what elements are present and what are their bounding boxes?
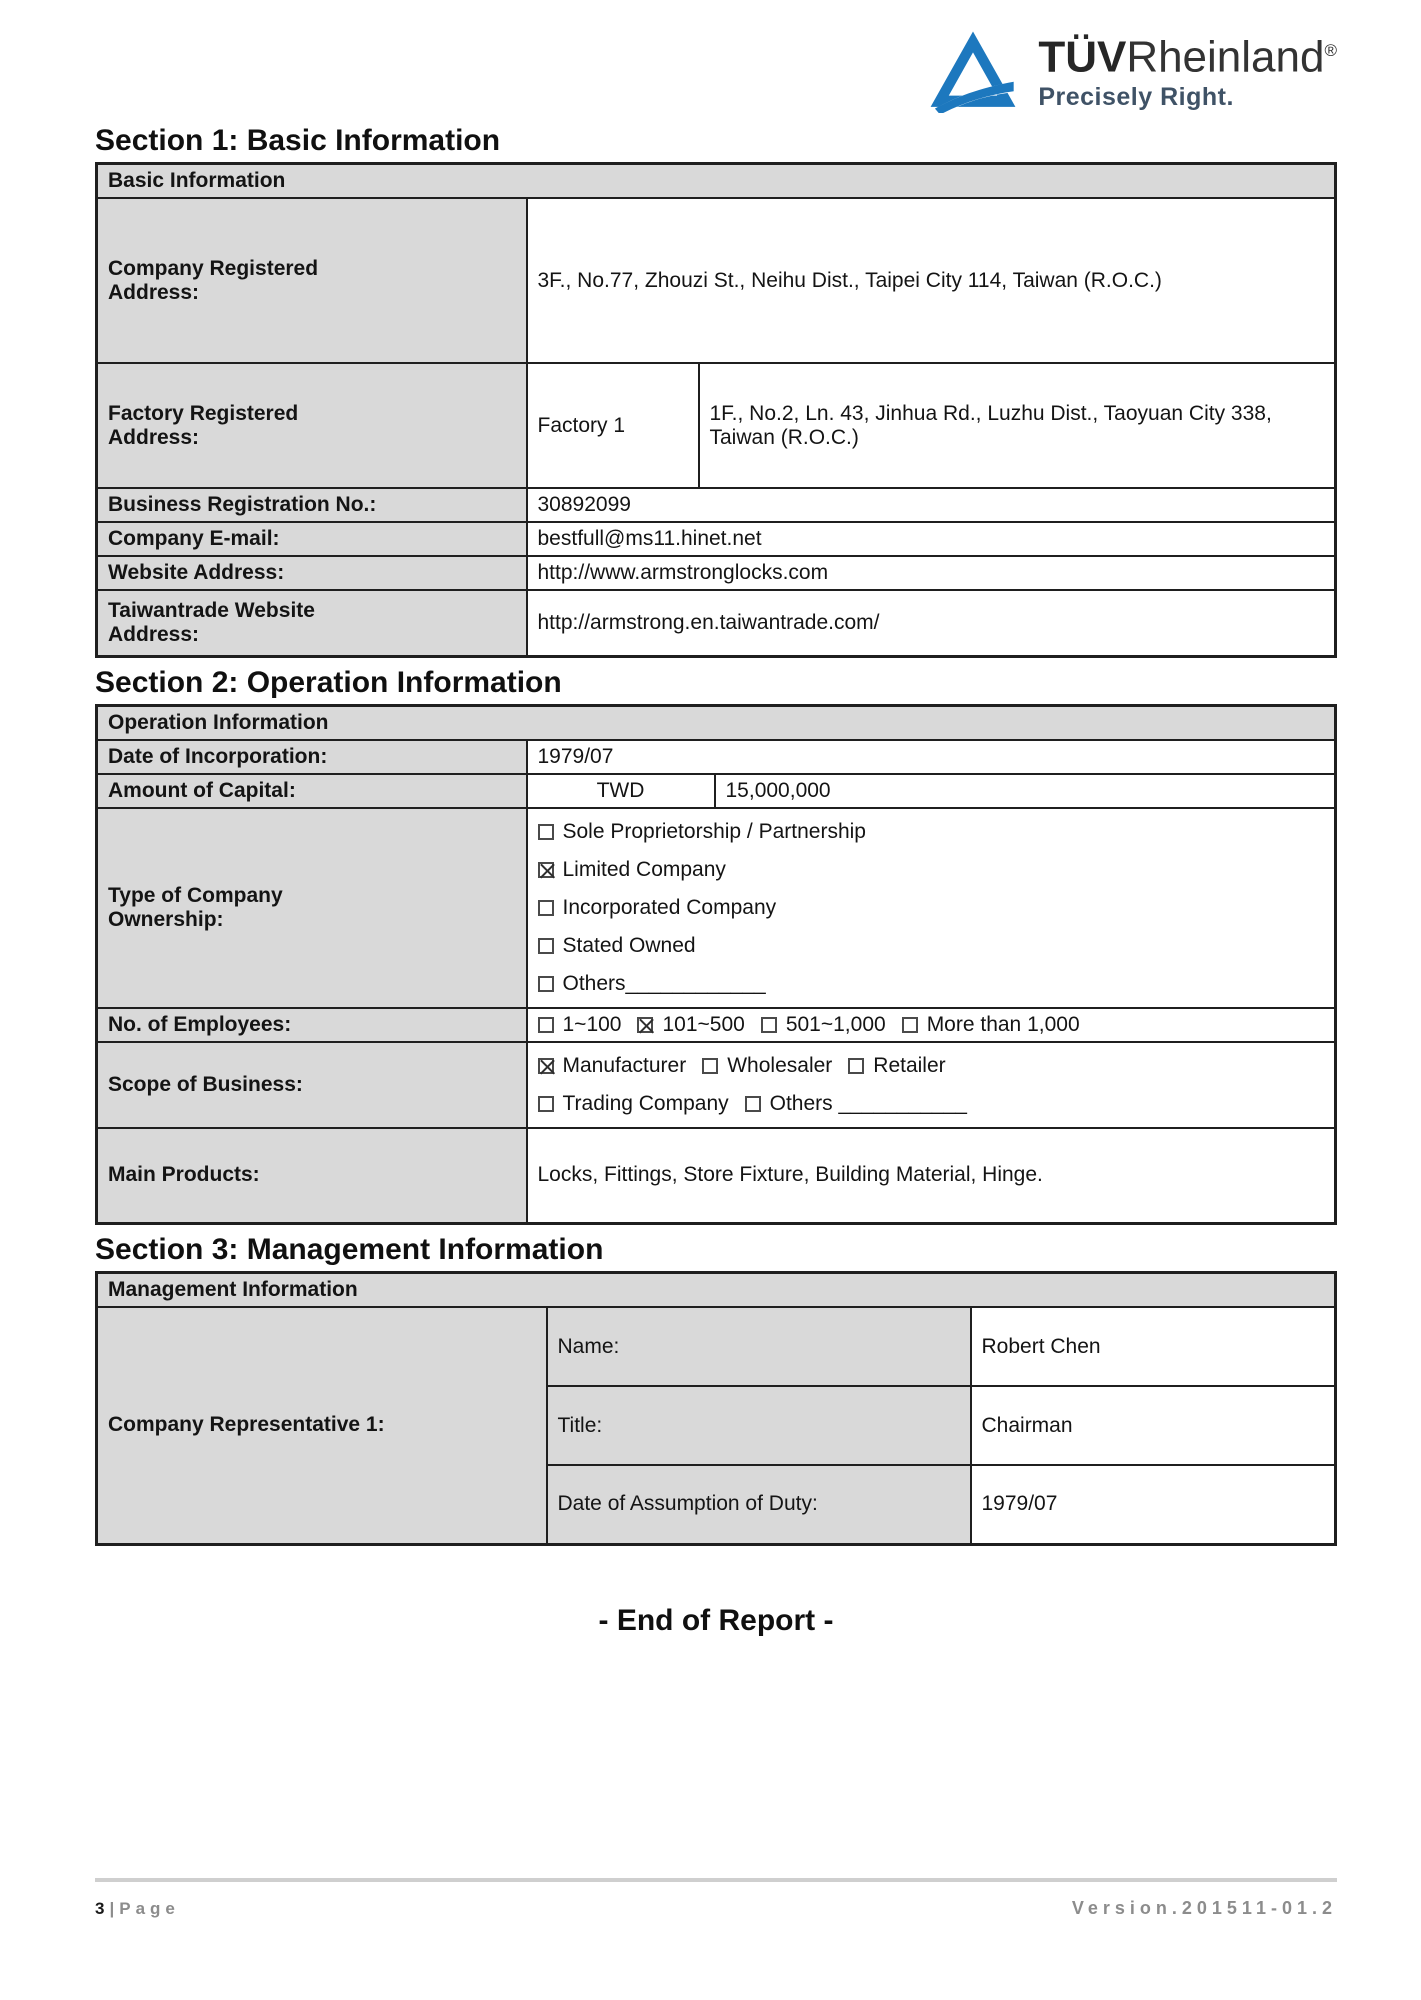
field-value: http://www.armstronglocks.com bbox=[527, 556, 1336, 590]
checkbox-empty-icon[interactable] bbox=[902, 1017, 918, 1033]
tuv-rheinland-triangle-icon bbox=[928, 28, 1018, 113]
checkbox-empty-icon[interactable] bbox=[538, 1017, 554, 1033]
brand-tuv: TÜV bbox=[1038, 32, 1127, 82]
field-label: Type of Company Ownership: bbox=[97, 808, 527, 1008]
table-title: Basic Information bbox=[97, 164, 1336, 199]
checkbox-label: Manufacturer bbox=[562, 1053, 687, 1077]
field-label: Scope of Business: bbox=[97, 1042, 527, 1128]
table-header-row bbox=[97, 705, 1336, 740]
table-row bbox=[97, 590, 1336, 656]
page-footer bbox=[95, 1878, 1337, 1919]
field-label: Website Address: bbox=[97, 556, 527, 590]
representative-label: Company Representative 1: bbox=[97, 1307, 547, 1544]
table-row bbox=[97, 774, 1336, 808]
field-label: Main Products: bbox=[97, 1128, 527, 1224]
table-row bbox=[97, 808, 1336, 1008]
capital-currency: TWD bbox=[527, 774, 715, 808]
operation-information-table bbox=[95, 704, 1337, 1226]
field-label: Title: bbox=[547, 1386, 971, 1465]
field-label: Business Registration No.: bbox=[97, 488, 527, 522]
table-header-row bbox=[97, 1273, 1336, 1308]
brand-name bbox=[1038, 28, 1337, 81]
checkbox-row bbox=[538, 851, 1325, 889]
scope-options-cell bbox=[527, 1042, 1336, 1128]
field-value: Robert Chen bbox=[971, 1307, 1336, 1386]
checkbox-option[interactable] bbox=[761, 1013, 886, 1037]
field-label: No. of Employees: bbox=[97, 1008, 527, 1042]
section1-heading: Section 1: Basic Information bbox=[95, 124, 501, 157]
checkbox-label: Sole Proprietorship / Partnership bbox=[562, 819, 866, 843]
checkbox-checked-icon[interactable] bbox=[637, 1017, 653, 1033]
table-row bbox=[97, 522, 1336, 556]
field-label: Date of Incorporation: bbox=[97, 740, 527, 774]
section3-heading: Section 3: Management Information bbox=[95, 1233, 604, 1266]
checkbox-empty-icon[interactable] bbox=[538, 824, 554, 840]
checkbox-checked-icon[interactable] bbox=[538, 1058, 554, 1074]
checkbox-label: Wholesaler bbox=[727, 1053, 833, 1077]
checkbox-row bbox=[538, 889, 1325, 927]
checkbox-empty-icon[interactable] bbox=[745, 1096, 761, 1112]
end-of-report-text: - End of Report - bbox=[598, 1603, 834, 1637]
scope-checkbox-group-line2 bbox=[538, 1085, 1325, 1123]
checkbox-row bbox=[538, 927, 1325, 965]
registered-trademark-icon: ® bbox=[1324, 41, 1337, 60]
checkbox-empty-icon[interactable] bbox=[848, 1058, 864, 1074]
table-row bbox=[97, 1042, 1336, 1128]
field-label: Company Registered Address: bbox=[97, 198, 527, 363]
table-title: Management Information bbox=[97, 1273, 1336, 1308]
checkbox-label: Incorporated Company bbox=[562, 895, 777, 919]
checkbox-option[interactable] bbox=[637, 1013, 744, 1037]
checkbox-label: Stated Owned bbox=[562, 933, 696, 957]
checkbox-option[interactable] bbox=[538, 934, 696, 958]
ownership-checkbox-group bbox=[538, 813, 1325, 1003]
checkbox-label: Limited Company bbox=[562, 857, 726, 881]
checkbox-option[interactable] bbox=[702, 1054, 832, 1078]
brand-text bbox=[1038, 28, 1337, 112]
table-row bbox=[97, 198, 1336, 363]
field-value: 1979/07 bbox=[971, 1465, 1336, 1544]
capital-amount: 15,000,000 bbox=[715, 774, 1336, 808]
checkbox-empty-icon[interactable] bbox=[761, 1017, 777, 1033]
field-value: 1F., No.2, Ln. 43, Jinhua Rd., Luzhu Dist., Taoyuan City 338, Taiwan (R.O.C.) bbox=[699, 363, 1336, 488]
table-row bbox=[97, 488, 1336, 522]
basic-information-table bbox=[95, 162, 1337, 658]
field-label: Factory Registered Address: bbox=[97, 363, 527, 488]
field-label: Taiwantrade Website Address: bbox=[97, 590, 527, 656]
checkbox-label: Retailer bbox=[873, 1053, 946, 1077]
checkbox-option[interactable] bbox=[538, 858, 726, 882]
table-row bbox=[97, 1307, 1336, 1386]
field-value: 3F., No.77, Zhouzi St., Neihu Dist., Taipei City 114, Taiwan (R.O.C.) bbox=[527, 198, 1336, 363]
checkbox-label: Trading Company bbox=[562, 1091, 729, 1115]
employees-options-cell bbox=[527, 1008, 1336, 1042]
table-title: Operation Information bbox=[97, 705, 1336, 740]
table-row bbox=[97, 1128, 1336, 1224]
checkbox-option[interactable] bbox=[745, 1092, 967, 1116]
brand-rheinland: Rheinland bbox=[1126, 32, 1325, 82]
field-value: Chairman bbox=[971, 1386, 1336, 1465]
table-row bbox=[97, 363, 1336, 488]
brand-tagline: Precisely Right. bbox=[1038, 82, 1234, 111]
checkbox-empty-icon[interactable] bbox=[538, 938, 554, 954]
checkbox-option[interactable] bbox=[538, 896, 777, 920]
checkbox-option[interactable] bbox=[902, 1013, 1080, 1037]
field-label: Date of Assumption of Duty: bbox=[547, 1465, 971, 1544]
checkbox-label: Others____________ bbox=[562, 971, 766, 995]
checkbox-label: Others ___________ bbox=[769, 1091, 967, 1115]
management-information-table bbox=[95, 1271, 1337, 1546]
checkbox-empty-icon[interactable] bbox=[702, 1058, 718, 1074]
checkbox-label: 1~100 bbox=[562, 1012, 622, 1036]
employees-checkbox-group bbox=[538, 1013, 1325, 1037]
checkbox-label: 101~500 bbox=[662, 1012, 745, 1036]
field-label: Amount of Capital: bbox=[97, 774, 527, 808]
checkbox-option[interactable] bbox=[848, 1054, 945, 1078]
field-label: Name: bbox=[547, 1307, 971, 1386]
table-row bbox=[97, 740, 1336, 774]
checkbox-checked-icon[interactable] bbox=[538, 862, 554, 878]
checkbox-empty-icon[interactable] bbox=[538, 1096, 554, 1112]
factory-name: Factory 1 bbox=[527, 363, 699, 488]
brand-header bbox=[95, 28, 1337, 116]
field-value: http://armstrong.en.taiwantrade.com/ bbox=[527, 590, 1336, 656]
page-number-label: 3|Page bbox=[95, 1899, 180, 1918]
version-label: Version.201511-01.2 bbox=[1071, 1898, 1337, 1918]
field-value: bestfull@ms11.hinet.net bbox=[527, 522, 1336, 556]
table-row bbox=[97, 1008, 1336, 1042]
section2-heading: Section 2: Operation Information bbox=[95, 665, 562, 699]
checkbox-option[interactable] bbox=[538, 1092, 729, 1116]
checkbox-option[interactable] bbox=[538, 820, 867, 844]
checkbox-empty-icon[interactable] bbox=[538, 976, 554, 992]
ownership-options-cell bbox=[527, 808, 1336, 1008]
checkbox-row bbox=[538, 965, 1325, 1003]
field-value: 1979/07 bbox=[527, 740, 1336, 774]
checkbox-empty-icon[interactable] bbox=[538, 900, 554, 916]
scope-checkbox-group-line1 bbox=[538, 1047, 1325, 1085]
checkbox-option[interactable] bbox=[538, 1054, 687, 1078]
table-row bbox=[97, 556, 1336, 590]
field-value: Locks, Fittings, Store Fixture, Building Material, Hinge. bbox=[527, 1128, 1336, 1224]
footer-divider bbox=[95, 1878, 1337, 1882]
checkbox-row bbox=[538, 813, 1325, 851]
field-value: 30892099 bbox=[527, 488, 1336, 522]
checkbox-option[interactable] bbox=[538, 1013, 622, 1037]
checkbox-label: 501~1,000 bbox=[785, 1012, 886, 1036]
table-header-row bbox=[97, 164, 1336, 199]
field-label: Company E-mail: bbox=[97, 522, 527, 556]
checkbox-label: More than 1,000 bbox=[926, 1012, 1080, 1036]
checkbox-option[interactable] bbox=[538, 972, 766, 996]
